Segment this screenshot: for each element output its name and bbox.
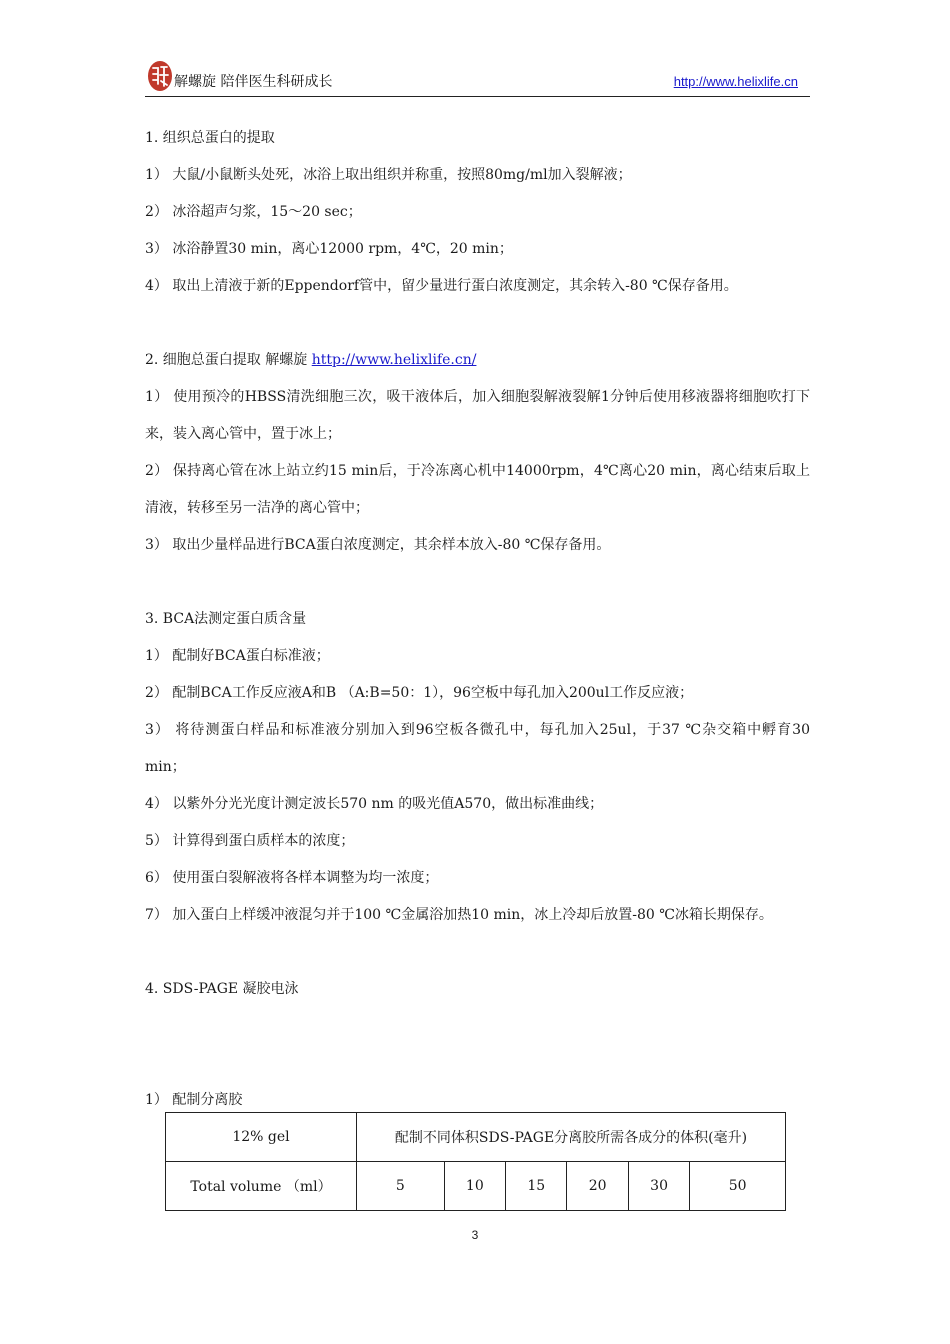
table-cell: 5 xyxy=(357,1162,445,1211)
section-title-text: 2. 细胞总蛋白提取 解螺旋 xyxy=(145,352,312,368)
red-seal-logo-icon xyxy=(147,60,173,92)
step-item: 4） 取出上清液于新的Eppendorf管中，留少量进行蛋白浓度测定，其余转入-80 ℃保存备用。 xyxy=(145,278,738,294)
section-title: 3. BCA法测定蛋白质含量 xyxy=(145,611,307,627)
step-item: 5） 计算得到蛋白质样本的浓度； xyxy=(145,833,355,849)
step-item: 2） 配制BCA工作反应液A和B （A:B=50：1），96空板中每孔加入200ul工作反应液； xyxy=(145,685,694,701)
step-item: 3） 冰浴静置30 min，离心12000 rpm，4℃，20 min； xyxy=(145,241,513,257)
brand-slogan: 解螺旋 陪伴医生科研成长 xyxy=(174,74,333,90)
table-cell: 50 xyxy=(690,1162,786,1211)
table-cell: 30 xyxy=(628,1162,689,1211)
table-row xyxy=(166,1162,786,1211)
table-cell: 10 xyxy=(444,1162,505,1211)
document-body xyxy=(145,120,810,1008)
step-item: 6） 使用蛋白裂解液将各样本调整为均一浓度； xyxy=(145,870,439,886)
step-item: 2） 冰浴超声匀浆，15～20 sec； xyxy=(145,204,362,220)
table-row-label: Total volume （ml） xyxy=(166,1162,357,1211)
step-item: 3） 取出少量样品进行BCA蛋白浓度测定，其余样本放入-80 ℃保存备用。 xyxy=(145,537,611,553)
step-item: 7） 加入蛋白上样缓冲液混匀并于100 ℃金属浴加热10 min，冰上冷却后放置-80 ℃冰箱长期保存。 xyxy=(145,907,773,923)
header-website-link[interactable]: http://www.helixlife.cn xyxy=(673,74,798,89)
gel-table-label: 1） 配制分离胶 xyxy=(145,1092,243,1108)
page-header xyxy=(145,60,810,97)
table-cell: 15 xyxy=(506,1162,567,1211)
table-row xyxy=(166,1113,786,1162)
step-item: 4） 以紫外分光光度计测定波长570 nm 的吸光值A570，做出标准曲线； xyxy=(145,796,604,812)
table-header-cell: 12% gel xyxy=(166,1113,357,1162)
gel-volume-table xyxy=(165,1112,786,1211)
step-item: 2） 保持离心管在冰上站立约15 min后，于冷冻离心机中14000rpm，4℃离心20 min，离心结束后取上清液，转移至另一洁净的离心管中； xyxy=(145,463,810,516)
section-title: 1. 组织总蛋白的提取 xyxy=(145,130,275,146)
step-item: 3） 将待测蛋白样品和标准液分别加入到96空板各微孔中，每孔加入25ul，于37 ℃杂交箱中孵育30 min； xyxy=(145,722,810,775)
section-title-link[interactable]: http://www.helixlife.cn/ xyxy=(311,352,477,368)
section-title: 4. SDS-PAGE 凝胶电泳 xyxy=(145,981,299,997)
step-item: 1） 配制好BCA蛋白标准液； xyxy=(145,648,330,664)
step-item: 1） 大鼠/小鼠断头处死，冰浴上取出组织并称重，按照80mg/ml加入裂解液； xyxy=(145,167,632,183)
step-item: 1） 使用预冷的HBSS清洗细胞三次，吸干液体后，加入细胞裂解液裂解1分钟后使用移液器将细胞吹打下来，装入离心管中，置于冰上； xyxy=(145,389,810,442)
page-number: 3 xyxy=(471,1228,479,1242)
section-title xyxy=(145,342,810,379)
table-header-cell: 配制不同体积SDS-PAGE分离胶所需各成分的体积(毫升) xyxy=(357,1113,786,1162)
table-cell: 20 xyxy=(567,1162,628,1211)
